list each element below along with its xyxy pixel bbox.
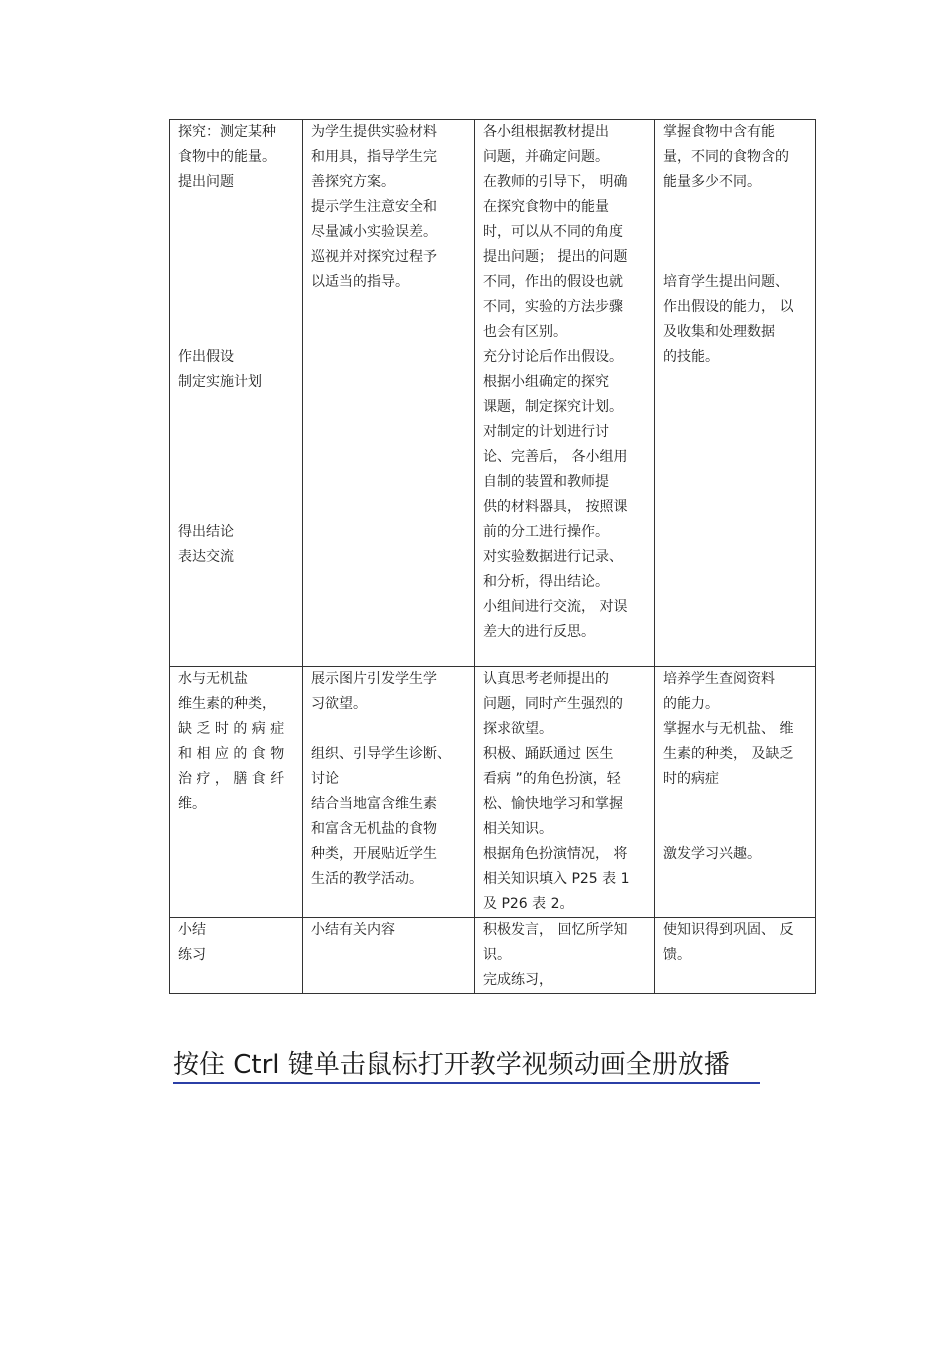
cell-text-line: 提示学生注意安全和 bbox=[311, 199, 437, 215]
teacher-activity-cell bbox=[303, 667, 475, 918]
cell-text-line: 不同，作出的假设也就 bbox=[483, 274, 623, 290]
cell-text-line: 和富含无机盐的食物 bbox=[311, 821, 437, 837]
cell-text-line: 松、愉快地学习和掌握 bbox=[483, 796, 623, 812]
topic-cell bbox=[170, 918, 303, 994]
topic-cell bbox=[170, 120, 303, 667]
cell-text-line: 展示图片引发学生学 bbox=[311, 671, 437, 687]
cell-text-line: 以适当的指导。 bbox=[311, 274, 409, 290]
cell-text-line: 时，可以从不同的角度 bbox=[483, 224, 623, 240]
cell-text-line: 善探究方案。 bbox=[311, 174, 395, 190]
objective-cell bbox=[655, 120, 816, 667]
cell-text-line: 对制定的计划进行讨 bbox=[483, 424, 609, 440]
cell-text-line: 能量多少不同。 bbox=[663, 174, 761, 190]
cell-text-line bbox=[178, 420, 296, 445]
cell-text-line: 论、完善后， 各小组用 bbox=[483, 449, 628, 465]
table-row bbox=[170, 667, 816, 918]
cell-text-line: 相关知识填入 P25 表 1 bbox=[483, 871, 630, 887]
cell-text-line bbox=[178, 295, 296, 320]
cell-text-line bbox=[178, 445, 296, 470]
cell-text-line: 根据角色扮演情况， 将 bbox=[483, 846, 628, 862]
cell-text-line: 量，不同的食物含的 bbox=[663, 149, 789, 165]
cell-text-line bbox=[663, 245, 809, 270]
cell-text-line: 小结 bbox=[178, 922, 206, 938]
cell-text-line bbox=[663, 195, 809, 220]
objective-cell bbox=[655, 918, 816, 994]
cell-text-line bbox=[178, 470, 296, 495]
cell-text-line bbox=[311, 717, 468, 742]
cell-text-line bbox=[178, 195, 296, 220]
cell-text-line: 积极、踊跃通过 医生 bbox=[483, 746, 614, 762]
teacher-activity-cell bbox=[303, 120, 475, 667]
cell-text-line: 探求欲望。 bbox=[483, 721, 553, 737]
cell-text-line: 也会有区别。 bbox=[483, 324, 567, 340]
cell-text-line: 作出假设 bbox=[178, 349, 234, 365]
cell-text-line: 的能力。 bbox=[663, 696, 719, 712]
cell-text-line: 根据小组确定的探究 bbox=[483, 374, 609, 390]
objective-cell bbox=[655, 667, 816, 918]
table-row bbox=[170, 120, 816, 667]
student-activity-cell bbox=[475, 120, 655, 667]
cell-text-line: 充分讨论后作出假设。 bbox=[483, 349, 623, 365]
cell-text-line: 探究：测定某种 bbox=[178, 124, 276, 140]
cell-text-line: 积极发言， 回忆所学知 bbox=[483, 922, 628, 938]
cell-text-line: 缺 乏 时 的 病 症 bbox=[178, 721, 285, 737]
cell-text-line: 各小组根据教材提出 bbox=[483, 124, 609, 140]
cell-text-line: 提出问题 bbox=[178, 174, 234, 190]
cell-text-line: 馈。 bbox=[663, 947, 691, 963]
cell-text-line: 制定实施计划 bbox=[178, 374, 262, 390]
cell-text-line: 和用具，指导学生完 bbox=[311, 149, 437, 165]
cell-text-line: 结合当地富含维生素 bbox=[311, 796, 437, 812]
cell-text-line: 治 疗 ， 膳 食 纤 bbox=[178, 771, 285, 787]
cell-text-line: 习欲望。 bbox=[311, 696, 367, 712]
cell-text-line: 小组间进行交流， 对误 bbox=[483, 599, 628, 615]
cell-text-line bbox=[663, 817, 809, 842]
cell-text-line: 尽量减小实验误差。 bbox=[311, 224, 437, 240]
cell-text-line bbox=[178, 220, 296, 245]
cell-text-line: 组织、引导学生诊断、 bbox=[311, 746, 451, 762]
cell-text-line: 相关知识。 bbox=[483, 821, 553, 837]
cell-text-line bbox=[178, 270, 296, 295]
cell-text-line: 对实验数据进行记录、 bbox=[483, 549, 623, 565]
teaching-video-link[interactable]: 按住 Ctrl 键单击鼠标打开教学视频动画全册放播 bbox=[173, 1048, 760, 1084]
cell-text-line: 自制的装置和教师提 bbox=[483, 474, 609, 490]
cell-text-line: 掌握水与无机盐、 维 bbox=[663, 721, 794, 737]
cell-text-line: 讨论 bbox=[311, 771, 339, 787]
cell-text-line: 提出问题； 提出的问题 bbox=[483, 249, 628, 265]
cell-text-line: 及 P26 表 2。 bbox=[483, 896, 574, 912]
cell-text-line: 不同，实验的方法步骤 bbox=[483, 299, 623, 315]
cell-text-line: 供的材料器具， 按照课 bbox=[483, 499, 628, 515]
cell-text-line: 培养学生查阅资料 bbox=[663, 671, 775, 687]
cell-text-line: 练习 bbox=[178, 947, 206, 963]
cell-text-line: 表达交流 bbox=[178, 549, 234, 565]
cell-text-line: 认真思考老师提出的 bbox=[483, 671, 609, 687]
cell-text-line: 差大的进行反思。 bbox=[483, 624, 595, 640]
cell-text-line bbox=[178, 395, 296, 420]
cell-text-line: 激发学习兴趣。 bbox=[663, 846, 761, 862]
student-activity-cell bbox=[475, 918, 655, 994]
cell-text-line: 作出假设的能力， 以 bbox=[663, 299, 794, 315]
cell-text-line bbox=[663, 220, 809, 245]
cell-text-line bbox=[178, 320, 296, 345]
cell-text-line: 看病 ”的角色扮演，轻 bbox=[483, 771, 621, 787]
cell-text-line: 为学生提供实验材料 bbox=[311, 124, 437, 140]
cell-text-line: 维。 bbox=[178, 796, 206, 812]
cell-text-line: 在探究食物中的能量 bbox=[483, 199, 609, 215]
cell-text-line: 维生素的种类， bbox=[178, 696, 276, 712]
cell-text-line: 识。 bbox=[483, 947, 511, 963]
student-activity-cell bbox=[475, 667, 655, 918]
cell-text-line: 课题，制定探究计划。 bbox=[483, 399, 623, 415]
cell-text-line: 生素的种类， 及缺乏 bbox=[663, 746, 794, 762]
cell-text-line: 巡视并对探究过程予 bbox=[311, 249, 437, 265]
cell-text-line bbox=[663, 792, 809, 817]
cell-text-line bbox=[178, 495, 296, 520]
cell-text-line: 完成练习， bbox=[483, 972, 553, 988]
cell-text-line: 种类，开展贴近学生 bbox=[311, 846, 437, 862]
cell-text-line: 使知识得到巩固、 反 bbox=[663, 922, 794, 938]
topic-cell bbox=[170, 667, 303, 918]
cell-text-line: 和分析，得出结论。 bbox=[483, 574, 609, 590]
cell-text-line: 生活的教学活动。 bbox=[311, 871, 423, 887]
cell-text-line bbox=[178, 245, 296, 270]
cell-text-line: 在教师的引导下， 明确 bbox=[483, 174, 628, 190]
cell-text-line: 问题，并确定问题。 bbox=[483, 149, 609, 165]
cell-text-line: 前的分工进行操作。 bbox=[483, 524, 609, 540]
teacher-activity-cell bbox=[303, 918, 475, 994]
cell-text-line: 的技能。 bbox=[663, 349, 719, 365]
cell-text-line: 问题，同时产生强烈的 bbox=[483, 696, 623, 712]
cell-text-line: 水与无机盐 bbox=[178, 671, 248, 687]
cell-text-line: 培育学生提出问题、 bbox=[663, 274, 789, 290]
lesson-plan-table bbox=[169, 119, 816, 994]
cell-text-line: 得出结论 bbox=[178, 524, 234, 540]
cell-text-line: 及收集和处理数据 bbox=[663, 324, 775, 340]
cell-text-line: 和 相 应 的 食 物 bbox=[178, 746, 285, 762]
table-row bbox=[170, 918, 816, 994]
cell-text-line: 食物中的能量。 bbox=[178, 149, 276, 165]
cell-text-line: 小结有关内容 bbox=[311, 922, 395, 938]
cell-text-line: 掌握食物中含有能 bbox=[663, 124, 775, 140]
cell-text-line: 时的病症 bbox=[663, 771, 719, 787]
